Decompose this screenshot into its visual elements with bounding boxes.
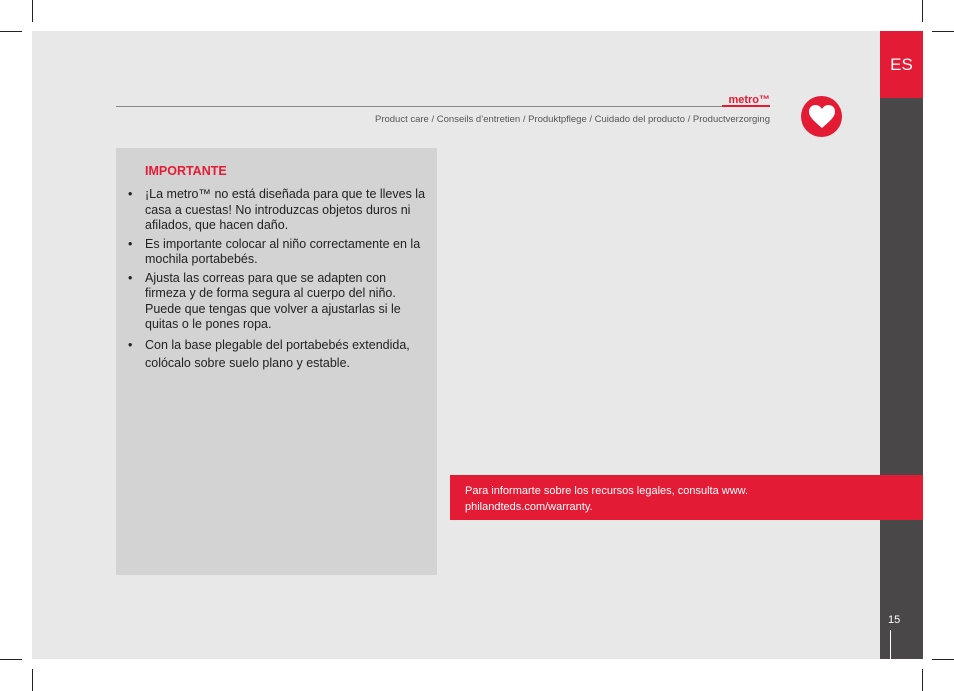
crop-mark: [0, 659, 22, 660]
header-rule: [116, 106, 770, 107]
important-list: [127, 187, 427, 375]
list-item-text: Es importante colocar al niño correctamente en la mochila portabebés.: [145, 236, 421, 266]
crop-mark: [32, 669, 33, 691]
list-item: • Es importante colocar al niño correctamente en la mochila portabebés.: [128, 236, 421, 266]
list-item: • Ajusta las correas para que se adapten con firmeza y de forma segura al cuerpo del niño. Puede que tengas que volver a ajustarlas si le quitas o le pones ropa.: [128, 270, 401, 331]
crop-mark: [0, 31, 22, 32]
page-number-line: [890, 630, 891, 659]
warranty-info-text: Para informarte sobre los recursos legales, consulta www. philandteds.com/warranty.: [465, 485, 749, 513]
crop-mark: [32, 0, 33, 22]
header-subtitle: Product care / Conseils d’entretien / Produktpflege / Cuidado del producto / Productverzorging: [374, 114, 770, 125]
panel-title: IMPORTANTE: [145, 164, 227, 178]
list-item-text: Con la base plegable del portabebés extendida, colócalo sobre suelo plano y estable.: [145, 337, 410, 370]
heart-icon: [809, 105, 835, 129]
logo: [801, 96, 842, 137]
list-item: • ¡La metro™ no está diseñada para que te lleves la casa a cuestas! No introduzcas objetos duros ni afilados, que hacen daño.: [128, 187, 426, 232]
page-number: 15: [888, 614, 901, 626]
crop-mark: [922, 669, 923, 691]
list-item-text: ¡La metro™ no está diseñada para que te lleves la casa a cuestas! No introduzcas objetos duros ni afilados, que hacen daño.: [145, 187, 426, 232]
crop-mark: [932, 31, 954, 32]
brand-name: metro™: [728, 94, 770, 106]
list-item-text: Ajusta las correas para que se adapten con firmeza y de forma segura al cuerpo del niño. Puede que tengas que volver a ajustarlas si le quitas o le pones ropa.: [145, 270, 401, 331]
language-label: ES: [890, 54, 913, 74]
crop-mark: [922, 0, 923, 22]
language-tab: [880, 31, 923, 98]
crop-mark: [932, 659, 954, 660]
list-item: • Con la base plegable del portabebés extendida, colócalo sobre suelo plano y estable.: [128, 337, 410, 370]
side-bar: [880, 31, 923, 659]
